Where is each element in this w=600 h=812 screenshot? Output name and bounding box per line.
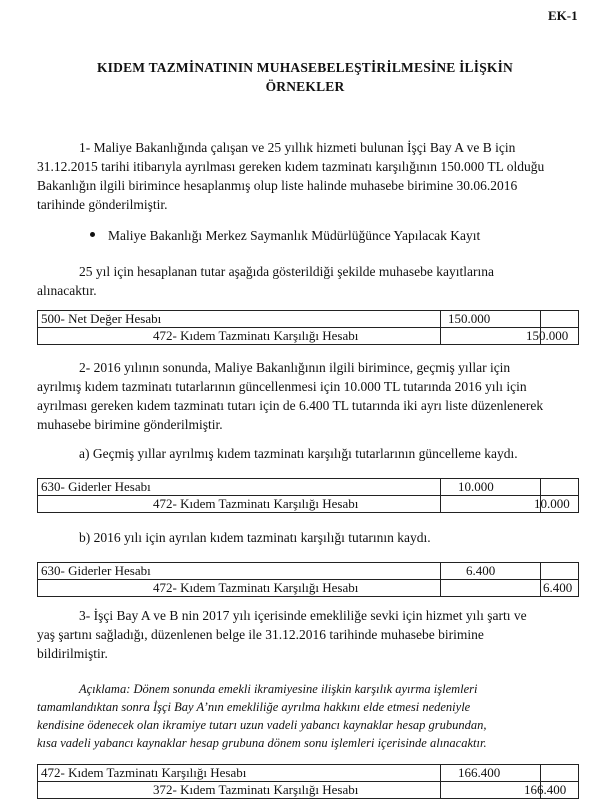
debit-account: 630- Giderler Hesabı	[41, 479, 151, 494]
section2-paragraph	[37, 358, 569, 434]
debit-row	[38, 563, 578, 579]
debit-row	[38, 479, 578, 495]
journal-entry-2b	[37, 562, 579, 597]
credit-row	[38, 781, 578, 798]
paragraph-line: 2- 2016 yılının sonunda, Maliye Bakanlığının ilgili birimince, geçmiş yıllar için	[79, 360, 511, 375]
bullet-icon	[90, 232, 95, 237]
credit-account: 472- Kıdem Tazminatı Karşılığı Hesabı	[153, 496, 359, 511]
credit-account: 472- Kıdem Tazminatı Karşılığı Hesabı	[153, 328, 359, 343]
entry-a-label-text: a) Geçmiş yıllar ayrılmış kıdem tazminatı karşılığı tutarlarının güncelleme kaydı.	[79, 446, 518, 461]
journal-entry-3	[37, 764, 579, 799]
paragraph-line: muhasebe birimine gönderilmiştir.	[37, 417, 223, 432]
credit-amount: 6.400	[543, 580, 573, 595]
paragraph-line: bildirilmiştir.	[37, 646, 108, 661]
debit-account: 630- Giderler Hesabı	[41, 563, 151, 578]
entry-b-label-text: b) 2016 yılı için ayrılan kıdem tazminatı karşılığı tutarının kaydı.	[79, 530, 431, 545]
paragraph-line: Bakanlığın ilgili birimince hesaplanmış olup liste halinde muhasebe birimine 30.06.2016	[37, 178, 518, 193]
section3-paragraph	[37, 606, 569, 663]
paragraph-line: ayrılması gereken kıdem tazminatı tutarı için de 6.400 TL tutarında iki ayrı liste düzenlenerek	[37, 398, 544, 413]
journal-entry-1	[37, 310, 579, 345]
document-title-line1: KIDEM TAZMİNATININ MUHASEBELEŞTİRİLMESİNE İLİŞKİN	[96, 60, 514, 75]
debit-account: 472- Kıdem Tazminatı Karşılığı Hesabı	[41, 765, 247, 780]
credit-account: 472- Kıdem Tazminatı Karşılığı Hesabı	[153, 580, 359, 595]
credit-row	[38, 579, 578, 596]
paragraph-line: tarihinde gönderilmiştir.	[37, 197, 168, 212]
credit-account: 372- Kıdem Tazminatı Karşılığı Hesabı	[153, 782, 359, 797]
debit-row	[38, 311, 578, 327]
credit-row	[38, 327, 578, 344]
note-line: Açıklama: Dönem sonunda emekli ikramiyesine ilişkin karşılık ayırma işlemleri	[79, 682, 478, 696]
credit-amount: 150.000	[526, 328, 569, 343]
debit-amount: 10.000	[458, 479, 494, 494]
debit-row	[38, 765, 578, 781]
annex-label: EK-1	[548, 8, 578, 23]
paragraph-line: alınacaktır.	[37, 283, 97, 298]
paragraph-line: ayrılmış kıdem tazminatı tutarlarının güncellenmesi için 10.000 TL tutarında 2016 yılı için	[37, 379, 527, 394]
note-line: kısa vadeli yabancı kaynaklar hesap grubuna dönem sonu işlemleri içerisinde alınacaktır.	[37, 736, 487, 750]
paragraph-line: 1- Maliye Bakanlığında çalışan ve 25 yıllık hizmeti bulunan İşçi Bay A ve B için	[79, 140, 516, 155]
section1-intro	[37, 262, 569, 300]
note-line: tamamlandıktan sonra İşçi Bay A’nın emekliliğe ayrılma hakkını elde etmesi nedeniyle	[37, 700, 471, 714]
entry-a-label	[37, 444, 569, 463]
credit-amount: 166.400	[524, 782, 567, 797]
entry-b-label	[37, 528, 569, 547]
journal-entry-2a	[37, 478, 579, 513]
paragraph-line: yaş şartını sağladığı, düzenlenen belge ile 31.12.2016 tarihinde muhasebe birimine	[37, 627, 484, 642]
debit-account: 500- Net Değer Hesabı	[41, 311, 162, 326]
section1-paragraph	[37, 138, 569, 214]
explanation-note	[37, 680, 569, 752]
document-title-line2: ÖRNEKLER	[265, 79, 345, 94]
bullet-heading	[90, 228, 480, 244]
debit-amount: 6.400	[466, 563, 496, 578]
debit-amount: 166.400	[458, 765, 501, 780]
debit-amount: 150.000	[448, 311, 491, 326]
credit-amount: 10.000	[534, 496, 570, 511]
paragraph-line: 3- İşçi Bay A ve B nin 2017 yılı içerisinde emekliliğe sevki için hizmet yılı şartı ve	[79, 608, 527, 623]
note-line: kendisine ödenecek olan ikramiye tutarı uzun vadeli yabancı kaynaklar hesap grubundan,	[37, 718, 487, 732]
bullet-heading-text: Maliye Bakanlığı Merkez Saymanlık Müdürlüğünce Yapılacak Kayıt	[108, 228, 481, 243]
paragraph-line: 31.12.2015 tarihi itibarıyla ayrılması gereken kıdem tazminatı karşılığının 150.000 TL olduğu	[37, 159, 545, 174]
credit-row	[38, 495, 578, 512]
paragraph-line: 25 yıl için hesaplanan tutar aşağıda gösterildiği şekilde muhasebe kayıtlarına	[79, 264, 494, 279]
